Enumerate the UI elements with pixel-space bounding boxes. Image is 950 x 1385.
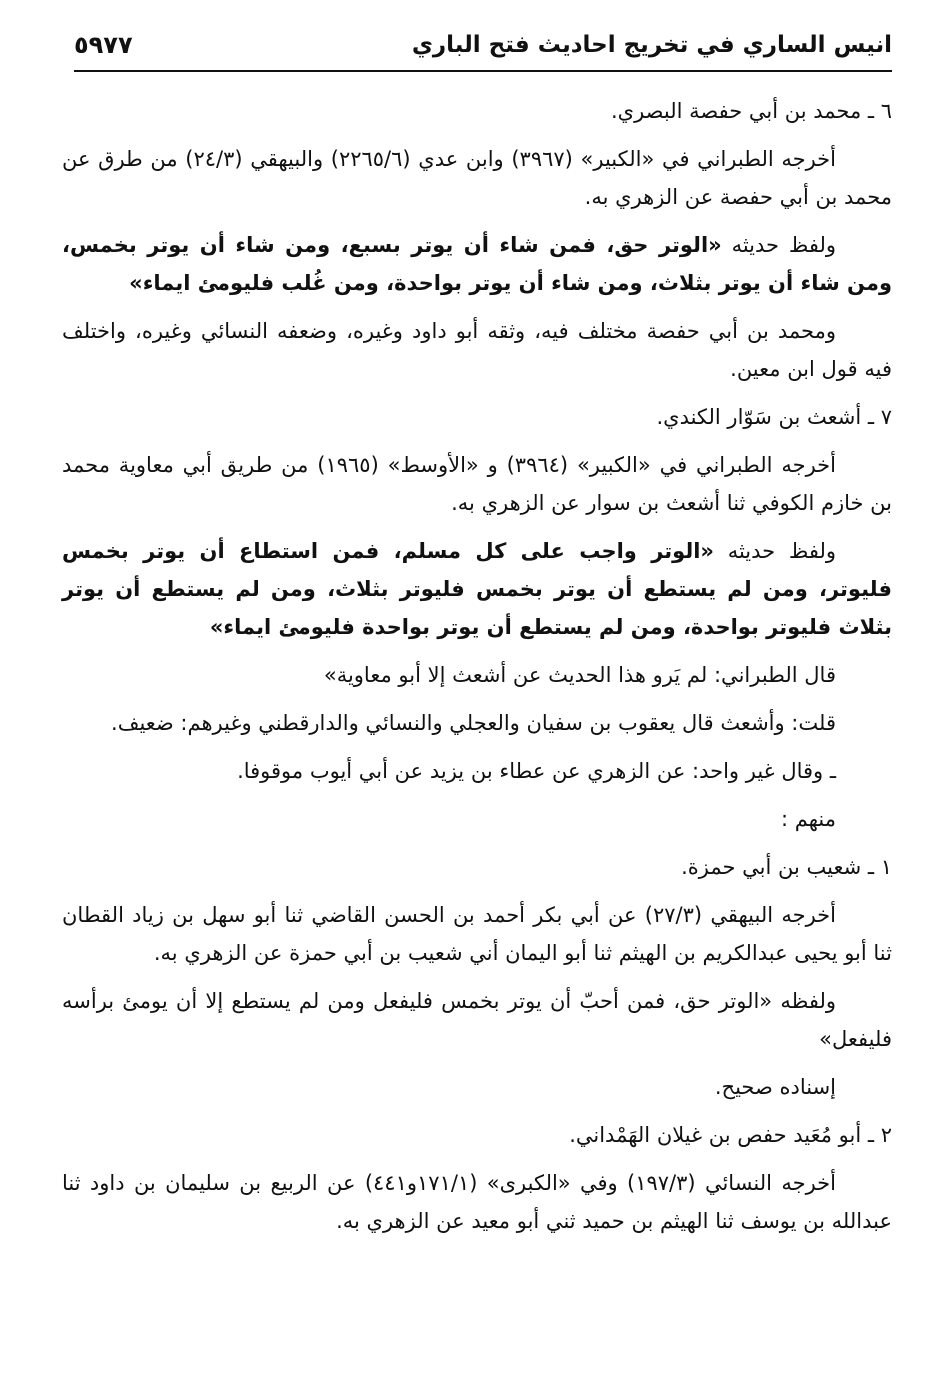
hadith-wording-paragraph: [62, 532, 892, 646]
wording-lead: ولفظ حديثه: [721, 233, 836, 257]
narrator-assessment-paragraph: ومحمد بن أبي حفصة مختلف فيه، وثقه أبو داود وغيره، وضعفه النسائي وغيره، واختلف فيه قول ابن معين.: [62, 319, 892, 381]
page-number: ٥٩٧٧: [74, 31, 133, 59]
hadith-quote: «الوتر واجب على كل مسلم، فمن استطاع أن يوتر بخمس فليوتر، ومن لم يستطع أن يوتر بخمس فليوتر بثلاث، ومن لم يستطع أن يوتر بثلاث فليوتر بواحدة، ومن لم يستطع أن يوتر بواحدة فليومئ ايماء»: [62, 539, 892, 639]
tabarani-remark-paragraph: قال الطبراني: لم يَرو هذا الحديث عن أشعث إلا أبو معاوية»: [323, 663, 836, 687]
narrator-heading-7: ٧ ـ أشعث بن سَوّار الكندي.: [656, 405, 892, 429]
narrator-heading-6: ٦ ـ محمد بن أبي حفصة البصري.: [610, 99, 892, 123]
author-remark-paragraph: قلت: وأشعث قال يعقوب بن سفيان والعجلي والنسائي والدارقطني وغيرهم: ضعيف.: [111, 711, 836, 735]
wording-lead: ولفظ حديثه: [713, 539, 836, 563]
running-header: [74, 20, 892, 72]
hadith-wording-paragraph: [62, 226, 892, 302]
narrator-heading-2: ٢ ـ أبو مُعَيد حفص بن غيلان الهَمْداني.: [569, 1123, 892, 1147]
takhrij-paragraph: أخرجه البيهقي (٢٧/٣) عن أبي بكر أحمد بن الحسن القاضي ثنا أبو سهل بن زياد القطان ثنا أبو يحيى عبدالكريم بن الهيثم ثنا أبو اليمان أني شعيب بن أبي حمزة عن الزهري به.: [62, 903, 892, 965]
hadith-wording-paragraph: ولفظه «الوتر حق، فمن أحبّ أن يوتر بخمس فليفعل ومن لم يستطع إلا أن يومئ برأسه فليفعل»: [62, 989, 892, 1051]
takhrij-paragraph: أخرجه الطبراني في «الكبير» (٣٩٦٧) وابن عدي (٢٢٦٥/٦) والبيهقي (٢٤/٣) من طرق عن محمد بن أبي حفصة عن الزهري به.: [62, 147, 892, 209]
hadith-quote: «الوتر حق، فمن شاء أن يوتر بسبع، ومن شاء أن يوتر بخمس، ومن شاء أن يوتر بثلاث، ومن شاء أن يوتر بواحدة، ومن غُلب فليومئ ايماء»: [62, 233, 892, 295]
book-title: انيس الساري في تخريج احاديث فتح الباري: [411, 32, 892, 58]
list-intro: منهم :: [781, 807, 836, 831]
narrator-heading-1: ١ ـ شعيب بن أبي حمزة.: [681, 855, 892, 879]
takhrij-paragraph: أخرجه النسائي (١٩٧/٣) وفي «الكبرى» (١٧١/١و٤٤١) عن الربيع بن سليمان بن داود ثنا عبدالله بن يوسف ثنا الهيثم بن حميد ثني أبو معيد عن الزهري به.: [62, 1171, 892, 1233]
takhrij-paragraph: أخرجه الطبراني في «الكبير» (٣٩٦٤) و «الأوسط» (١٩٦٥) من طريق أبي معاوية محمد بن خازم الكوفي ثنا أشعث بن سوار عن الزهري به.: [62, 453, 892, 515]
isnad-grading-paragraph: إسناده صحيح.: [714, 1075, 836, 1099]
mawquf-remark-paragraph: ـ وقال غير واحد: عن الزهري عن عطاء بن يزيد عن أبي أيوب موقوفا.: [237, 759, 836, 783]
page-body: [62, 92, 892, 1250]
